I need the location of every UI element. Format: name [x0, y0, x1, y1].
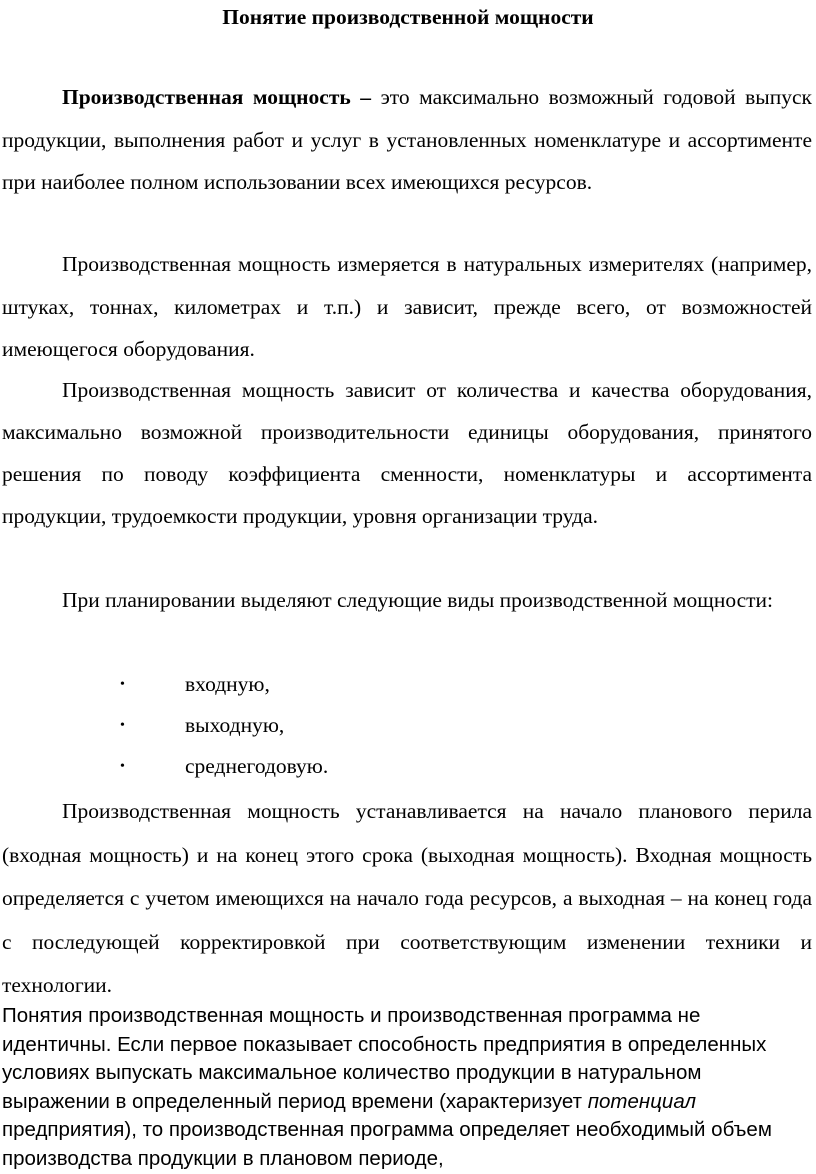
paragraph-capacity-vs-program [2, 1002, 802, 1173]
comparison-text-start: Понятия производственная мощность и производственная программа не идентичны. Если первое показывает способность предприятия в определенных условиях выпускать максимальное количество продукции в натуральном выражении в определенный период времени (характеризует [2, 1004, 767, 1113]
paragraph-dependencies: Производственная мощность зависит от количества и качества оборудования, максимально возможной производительности единицы оборудования, принятого решения по поводу коэффициента сменности, номенклатуры и ассортимента продукции, трудоемкости продукции, уровня организации труда. [2, 378, 812, 528]
bullet-icon: • [120, 718, 125, 733]
definition-text: это максимально возможный годовой выпуск продукции, выполнения работ и услуг в установленных номенклатуре и ассортименте при наиболее полном использовании всех имеющихся ресурсов. [2, 85, 812, 194]
paragraph-input-output: Производственная мощность устанавливается на начало планового перила (входная мощность) и на конец этого срока (выходная мощность). Входная мощность определяется с учетом имеющихся на начало года ресурсов, а выходная – на конец года с последующей корректировкой при соответствующим изменении техники и технологии. [2, 799, 812, 997]
document-title: Понятие производственной мощности [222, 5, 594, 29]
bullet-icon: • [120, 677, 125, 692]
bullet-icon: • [120, 759, 125, 774]
paragraph-measurement: Производственная мощность измеряется в натуральных измерителях (например, штуках, тоннах, километрах и т.п.) и зависит, прежде всего, от возможностей имеющегося оборудования. [2, 252, 812, 361]
list-item [0, 705, 328, 746]
term-bold: Производственная мощность – [62, 85, 372, 109]
list-item-text: выходную, [185, 713, 285, 737]
italic-word: потенциал [587, 1089, 697, 1113]
paragraph-definition [2, 76, 812, 204]
list-item-text: среднегодовую. [185, 754, 329, 778]
list-item-text: входную, [185, 672, 270, 696]
list-item [0, 664, 328, 705]
list-item [0, 746, 328, 787]
comparison-text-end: предприятия), то производственная программа определяет необходимый объем производства продукции в плановом периоде, [2, 1118, 772, 1170]
capacity-types-list [0, 664, 328, 787]
paragraph-types-intro: При планировании выделяют следующие виды производственной мощности: [62, 588, 774, 612]
